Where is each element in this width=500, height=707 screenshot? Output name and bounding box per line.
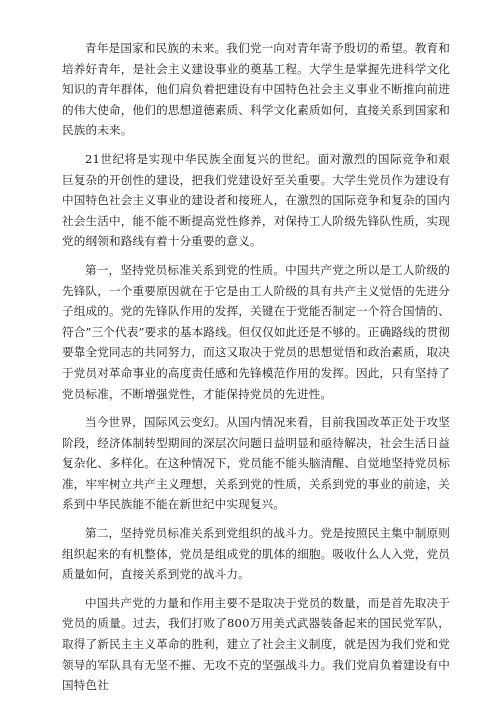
paragraph-first-point-party-nature: 第一，坚持党员标准关系到党的性质。中国共产党之所以是工人阶级的先锋队，一个重要原因就在于它是由工人阶级的具有共产主义觉悟的先进分子组成的。党的先锋队作用的发挥，关键在于党能否制定一个符合国情的、符合”三个代表”要求的基本路线。但仅仅如此还是不够的。正确路线的贯彻要靠全党同志的共同努力，而这又取决于党员的思想觉悟和政治素质，取决于党员对革命事业的高度责任感和先锋模范作用的发挥。因此，只有坚持了党员标准，不断增强党性，才能保持党员的先进性。 <box>62 262 450 401</box>
paragraph-second-point-combat-power: 第二，坚持党员标准关系到党组织的战斗力。党是按照民主集中制原则组织起来的有机整体，党员是组成党的肌体的细胞。吸收什么人入党，党员质量如何，直接关系到党的战斗力。 <box>62 526 450 582</box>
paragraph-current-world: 当今世界，国际风云变幻。从国内情况来看，目前我国改革正处于攻坚阶段，经济体制转型期间的深层次问题日益明显和亟待解决，社会生活日益复杂化、多样化。在这种情况下，党员能不能头脑清醒、自觉地坚持党员标准，牢牢树立共产主义理想，关系到党的性质，关系到党的事业的前途，关系到中华民族能不能在新世纪中实现复兴。 <box>62 415 450 512</box>
paragraph-member-quality: 中国共产党的力量和作用主要不是取决于党员的数量，而是首先取决于党员的质量。过去，我们打败了800万用美式武器装备起来的国民党军队，取得了新民主主义革命的胜利，建立了社会主义制度，就是因为我们党和党领导的军队具有无坚不摧、无攻不克的坚强战斗力。我们党肩负着建设有中国特色社 <box>62 595 450 693</box>
paragraph-youth-future: 青年是国家和民族的未来。我们党一向对青年寄予殷切的希望。教育和培养好青年，是社会主义建设事业的奠基工程。大学生是掌握先进科学文化知识的青年群体，他们肩负着把建设有中国特色社会主义事业不断推向前进的伟大使命，他们的思想道德素质、科学文化素质如何，直接关系到国家和民族的未来。 <box>62 41 450 138</box>
paragraph-21st-century: 21世纪将是实现中华民族全面复兴的世纪。面对激烈的国际竞争和艰巨复杂的开创性的建设，把我们党建设好至关重要。大学生党员作为建设有中国特色社会主义事业的建设者和接班人，在激烈的国际竞争和复杂的国内社会生活中，能不能不断提高党性修养，对保持工人阶级先锋队性质，实现党的纲领和路线有着十分重要的意义。 <box>62 151 450 249</box>
